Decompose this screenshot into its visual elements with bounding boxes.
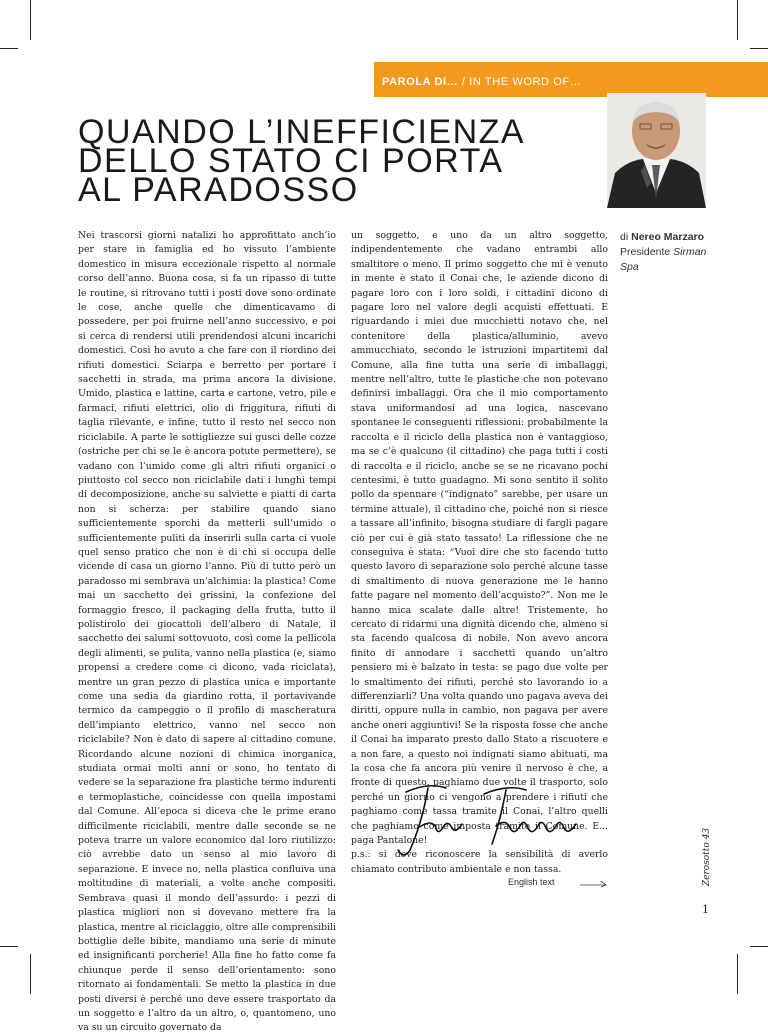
page-number: 1 [702, 903, 709, 916]
arrow-right-icon [580, 878, 608, 888]
byline [620, 230, 706, 275]
author-name: Nereo Marzaro [631, 231, 705, 243]
crop-mark [30, 0, 31, 40]
brand-text: Zerosotto 43 [702, 827, 713, 887]
article-postscript: p.s.: si deve riconoscere la sensibilità di averlo chiamato contributo ambientale e non tassa. [351, 849, 608, 875]
crop-mark [750, 946, 768, 947]
section-tag-rest: / IN THE WORD OF… [458, 76, 582, 88]
crop-mark [750, 48, 768, 49]
company-name: Sirman [673, 246, 707, 258]
page-title [78, 113, 598, 209]
brand-mark [700, 827, 716, 890]
article-text: un soggetto, e uno da un altro soggetto, indipendentemente che vadano entrambi allo smaltitore o meno. Il primo soggetto che mi è venuto in mente è stato il Conai che, le aziende dicono di pagare loro con i loro soldi, i cittadini dicono di pagare loro nel valore degli acquisti effettuati. E riguardando i miei due mucchietti notavo che, nel contenitore della plastica/alluminio, avevo ammucchiato, secondo le istruzioni impartitemi dal Comune, alla fine tutta una serie di imballaggi, mentre nell’altro, tutte le plastiche che non potevano definirsi imballaggi. Ora che il mio comportamento stava uniformandosi ad una logica, nascevano spontanee le conseguenti riflessioni: probabilmente la raccolta e il riciclo della plastica non è vantaggioso, ma se c’è qualcuno (il cittadino) che paga tutti i costi di raccolta e il riciclo, anche se se ne ricavano pochi centesimi, è tutto guadagno. Mi sono sentito il solito pollo da spennare (“indignato” sarebbe, per usare un termine attuale), il cittadino che, poiché non si riesce a tassare all’infinito, bisogna studiare di fargli pagare ciò per cui è già stato tassato! La riflessione che ne conseguiva è stata: “Vuoi dire che sto facendo tutto questo lavoro di separazione solo perché alcune tasse di smaltimento di nuova generazione me le hanno fatte pagare nel momento dell’acquisto?”. Non me le hanno mica scalate dalle altre! Tristemente, ho cercato di ridarmi una dignità dicendo che, almeno si sta facendo qualcosa di nobile. Non avevo ancora finito di annodare i sacchetti quando un’altro pensiero mi è balzato in testa: se pago due volte per lo smaltimento dei rifiuti, perché sto lavorando io a differenziarli? Una volta quando uno pagava aveva dei diritti, oppure nulla in cambio, non pagava per avere anche oneri aggiuntivi! Se la risposta fosse che anche il Conai ha imparato presto dallo Stato a riscuotere e a non fare, a questo noi indignati siamo abituati, ma la cosa che fa ancora più venire il nervoso è che, a fronte di questo, paghiamo due volte il trasporto, solo perché un giorno ci vengono a prendere i rifiuti che paghiamo come tassa tramite il Conai, l’altro quelli che paghiamo come imposta tramite il Comune. E... paga Pantalone! [351, 230, 608, 847]
section-tag [374, 62, 768, 97]
crop-mark [0, 946, 18, 947]
article-column-1 [78, 229, 336, 1036]
section-tag-bold: PAROLA DI… [382, 76, 459, 88]
author-photo [607, 93, 706, 208]
title-line: DELLO STATO CI PORTA [78, 142, 504, 180]
article-text: Nei trascorsi giorni natalizi ho approfittato anch’io per stare in famiglia ed ho vissuto l’ambiente domestico in misura eccezionale rispetto al normale corso dell’anno. Buona cosa, si fa un ripasso di tutte le routine, si ritrovano tutti i posti dove sono ordinate le cose, anche quelle che dimenticavamo di possedere, per poi fruirne nell’anno successivo, e poi si cerca di rendersi utili prendendosi alcuni incarichi domestici. Così ho avuto a che fare con il riordino dei rifiuti domestici. Sciarpa e berretto per portare i sacchetti in strada, ma prima ancora la divisione. Umido, plastica e lattine, carta e cartone, vetro, pile e farmaci, rifiuti elettrici, olio di friggitura, rifiuti di taglia rilevante, e infine, tutto il resto nel secco non riciclabile. A parte le sottigliezze sui gusci delle cozze (ostriche per chi se le è ancora potute permettere), se vadano con l’umido come gli altri rifiuti organici o piuttosto col secco non riciclabile dati i lunghi tempi di decomposizione, anche su salviette e piatti di carta non si scherza: per stabilire quando siano sufficientemente sporchi da metterli sull’umido o sufficientemente puliti da inserirli sulla carta ci vuole quel senso pratico che non è di chi si occupa delle vicende di casa un giorno l’anno. Più di tutto però un paradosso mi sembrava un’alchimia: la plastica! Come mai un sacchetto dei grissini, la confezione del formaggio fresco, il packaging della frutta, tutto il polistirolo dei giocattoli dell’albero di Natale, il sacchetto dei salumi sottovuoto, così come la pellicola degli alimenti, se pulita, vanno nella plastica (e, siamo propensi a credere come ci dicono, vada riciclata), mentre un gran pezzo di plastica unica e importante come una sedia da giardino rotta, il portavivande termico da campeggio o il profilo di mascheratura dell’impianto elettrico, vanno nel secco non riciclabile? Non è dato di sapere al cittadino comune. Ricordando alcune nozioni di chimica inorganica, studiata ormai molti anni or sono, ho tentato di vedere se la separazione fra plastiche termo indurenti e termoplastiche, coincidesse con quella impostami dal Comune. All’epoca si diceva che le prime erano difficilmente riciclabili, mentre dalle seconde se ne poteva trarre un valore economico dal loro riutilizzo: ciò avrebbe dato un senso al mio lavoro di separazione. E invece no, nella plastica confluiva una moltitudine di materiali, a volte anche compositi. Sembrava quasi il mondo dell’assurdo: i pezzi di plastica migliori non si dovevano mettere fra la plastica, mentre al riciclaggio, oltre alle comprensibili bottiglie delle bibite, mandiamo una serie di minute ed insignificanti porcherie! Alla fine ho fatto come fa chiunque perde il senso dell’orientamento: sono ritornato ai fondamentali. Se metto la plastica in due posti diversi è perché uno deve essere trasportato da un soggetto e l’altro da un altro, o, quantomeno, uno va su un circuito governato da [78, 230, 336, 1034]
byline-prefix: di [620, 231, 629, 243]
signature-image [388, 778, 588, 868]
crop-mark [30, 954, 31, 994]
crop-mark [737, 0, 738, 40]
crop-mark [737, 954, 738, 994]
crop-mark [0, 48, 18, 49]
company-suffix: Spa [620, 261, 639, 273]
title-line: QUANDO L’INEFFICIENZA [78, 113, 526, 151]
author-role: Presidente [620, 246, 671, 258]
english-text-link[interactable]: English text [508, 877, 555, 887]
title-line: AL PARADOSSO [78, 171, 359, 209]
author-portrait-image [607, 93, 706, 208]
